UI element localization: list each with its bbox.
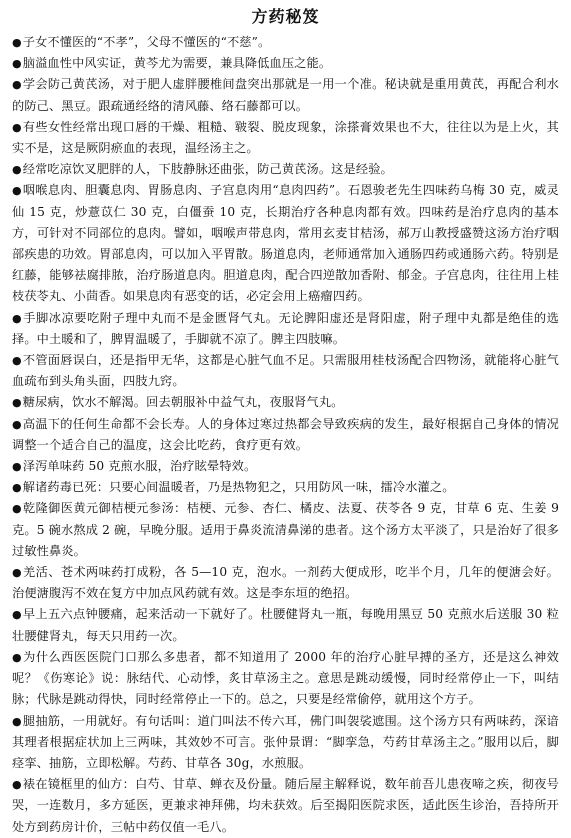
entry-text: 不管面唇误白，还是指甲无华，这都是心脏气血不足。只需服用桂枝汤配合四物汤，就能将心脏气血疏布到头角头面，四肢九窍。 bbox=[12, 353, 560, 389]
list-item bbox=[12, 414, 559, 456]
entry-list bbox=[12, 32, 559, 838]
list-item bbox=[12, 117, 559, 159]
list-item bbox=[12, 477, 559, 498]
list-item bbox=[12, 74, 559, 116]
bullet-icon: ● bbox=[12, 57, 22, 71]
list-item bbox=[12, 159, 559, 180]
entry-text: 羌活、苍术两味药打成粉，各 5—10 克，泡水。一剂药大便成形，吃半个月，几年的便溏会好。治便溏腹泻不效在复方中加点风药就有效。这是李东垣的绝招。 bbox=[12, 565, 560, 601]
bullet-icon: ● bbox=[12, 184, 22, 198]
bullet-icon: ● bbox=[12, 354, 22, 368]
bullet-icon: ● bbox=[12, 502, 22, 516]
list-item bbox=[12, 562, 559, 604]
bullet-icon: ● bbox=[12, 120, 22, 134]
list-item bbox=[12, 498, 559, 562]
bullet-icon: ● bbox=[12, 417, 22, 431]
list-item bbox=[12, 774, 559, 838]
entry-text: 解诸药毒已死：只要心间温暖者，乃是热物犯之，只用防风一味，擂冷水灌之。 bbox=[22, 480, 455, 495]
list-item bbox=[12, 647, 559, 711]
list-item bbox=[12, 32, 559, 53]
bullet-icon: ● bbox=[12, 481, 22, 495]
entry-text: 经常吃凉饮叉肥胖的人，下肢静脉还曲张，防己黄芪汤。这是经验。 bbox=[22, 162, 393, 177]
entry-text: 腿抽筋，一用就好。有句话叫：道门叫法不传六耳，佛门叫袈裟遮围。这个汤方只有两味药，深谙其理者根据症状加上三两味，其效妙不可言。张仲景谓：“脚挛急，芍药甘草汤主之。”服用以后，脚痉挛、抽筋，立即松解。芍药、甘草各 30g，水煎服。 bbox=[12, 713, 560, 770]
entry-text: 泽泻单味药 50 克煎水服，治疗眩晕特效。 bbox=[22, 459, 257, 474]
list-item bbox=[12, 308, 559, 350]
bullet-icon: ● bbox=[12, 650, 23, 664]
entry-text: 糖尿病，饮水不解渴。回去朝服补中益气丸，夜服肾气丸。 bbox=[22, 395, 344, 410]
document-title: 方药秘笈 bbox=[251, 7, 320, 26]
entry-text: 早上五六点钟腰痛，起来活动一下就好了。杜腰健肾丸一瓶，每晚用黑豆 50 克煎水后送服 30 粒壮腰健肾丸，每天只用药一次。 bbox=[12, 607, 559, 643]
list-item bbox=[12, 604, 559, 646]
list-item bbox=[12, 53, 559, 74]
entry-text: 为什么西医医院门口那么多患者，都不知道用了 2000 年的治疗心脏早搏的圣方，还是这么神效呢？《伤寒论》说：脉结代、心动悸，炙甘草汤主之。意思是跳动缓慢，同时经常停止一下，叫结脉；代脉是跳动得快，同时经常停止一下的。总之，只要是经常偷停，就用这个方子。 bbox=[12, 649, 559, 707]
bullet-icon: ● bbox=[12, 460, 22, 474]
bullet-icon: ● bbox=[12, 566, 23, 580]
bullet-icon: ● bbox=[12, 36, 22, 49]
entry-text: 高温下的任何生命都不会长寿。人的身体过寒过热都会导致疾病的发生，最好根据自己身体的情况调整一个适合自己的温度，这会比吃药，食疗更有效。 bbox=[12, 416, 560, 452]
bullet-icon: ● bbox=[12, 778, 22, 792]
list-item bbox=[12, 350, 559, 392]
entry-text: 脑溢血性中风实证，黄芩尤为需要，兼具降低血压之能。 bbox=[22, 56, 332, 71]
entry-text: 咽喉息肉、胆囊息肉、胃肠息肉、子宫息肉用“息肉四药”。石恩骏老先生四味药乌梅 30 克，威灵仙 15 克，炒薏苡仁 30 克，白僵蚕 10 克，长期治疗各种息肉都有效。四味药是治疗息肉的基本方，可针对不同部位的息肉。譬如，咽喉声带息肉，常用玄麦甘桔汤，郝万山教授盛赞这汤方治疗咽部疾患的功效。胃部息肉，可以加入平胃散。肠道息肉，老师通常加入通肠四药或通肠六药。特别是红藤，能够祛腐排脓，治疗肠道息肉。胆道息肉，配合四逆散加香附、郁金。子宫息肉，往往用上桂枝茯苓丸、小茴香。如果息肉有恶变的话，必定会用上癌瘤四药。 bbox=[12, 183, 559, 304]
entry-text: 乾隆御医黄元御桔梗元参汤：桔梗、元参、杏仁、橘皮、法夏、茯苓各 9 克，甘草 6 克、生姜 9 克。5 碗水熬成 2 碗，早晚分服。适用于鼻炎流清鼻涕的患者。这个汤方太平淡了，只是治好了很多过敏性鼻炎。 bbox=[12, 501, 559, 558]
bullet-icon: ● bbox=[12, 714, 22, 728]
bullet-icon: ● bbox=[12, 608, 22, 622]
list-item bbox=[12, 180, 559, 307]
bullet-icon: ● bbox=[12, 311, 23, 325]
bullet-icon: ● bbox=[12, 163, 22, 177]
entry-text: 手脚冰凉要吃附子理中丸而不是金匮肾气丸。无论脾阳虚还是肾阳虚，附子理中丸都是绝佳的选择。中土暖和了，脾胃温暖了，手脚就不凉了。脾主四肢嘛。 bbox=[12, 310, 559, 346]
list-item bbox=[12, 392, 559, 413]
list-item bbox=[12, 456, 559, 477]
bullet-icon: ● bbox=[12, 396, 22, 410]
entry-text: 学会防己黄芪汤，对于肥人虚胖腰椎间盘突出那就是一用一个准。秘诀就是重用黄芪，再配合利水的防己、黑豆。跟疏通经络的清风藤、络石藤都可以。 bbox=[12, 77, 560, 113]
bullet-icon: ● bbox=[12, 78, 22, 92]
entry-text: 子女不懂医的“不孝”，父母不懂医的“不慈”。 bbox=[22, 35, 271, 49]
list-item bbox=[12, 711, 559, 775]
entry-text: 有些女性经常出现口唇的干燥、粗糙、皲裂、脱皮现象，涂搽膏效果也不大，往往以为是上火，其实不是，这是厥阴瘀血的表现，温经汤主之。 bbox=[12, 119, 560, 156]
entry-text: 裱在镜框里的仙方：白芍、甘草、蝉衣及份量。随后屋主解释说，数年前吾儿患夜啼之疾，彻夜号哭，一连数月，多方延医，更兼求神拜佛，均未获效。后至揭阳医院求医，适此医生诊治，吾持所开处方到药房计价，三帖中药仅值一毛八。 bbox=[12, 777, 560, 834]
